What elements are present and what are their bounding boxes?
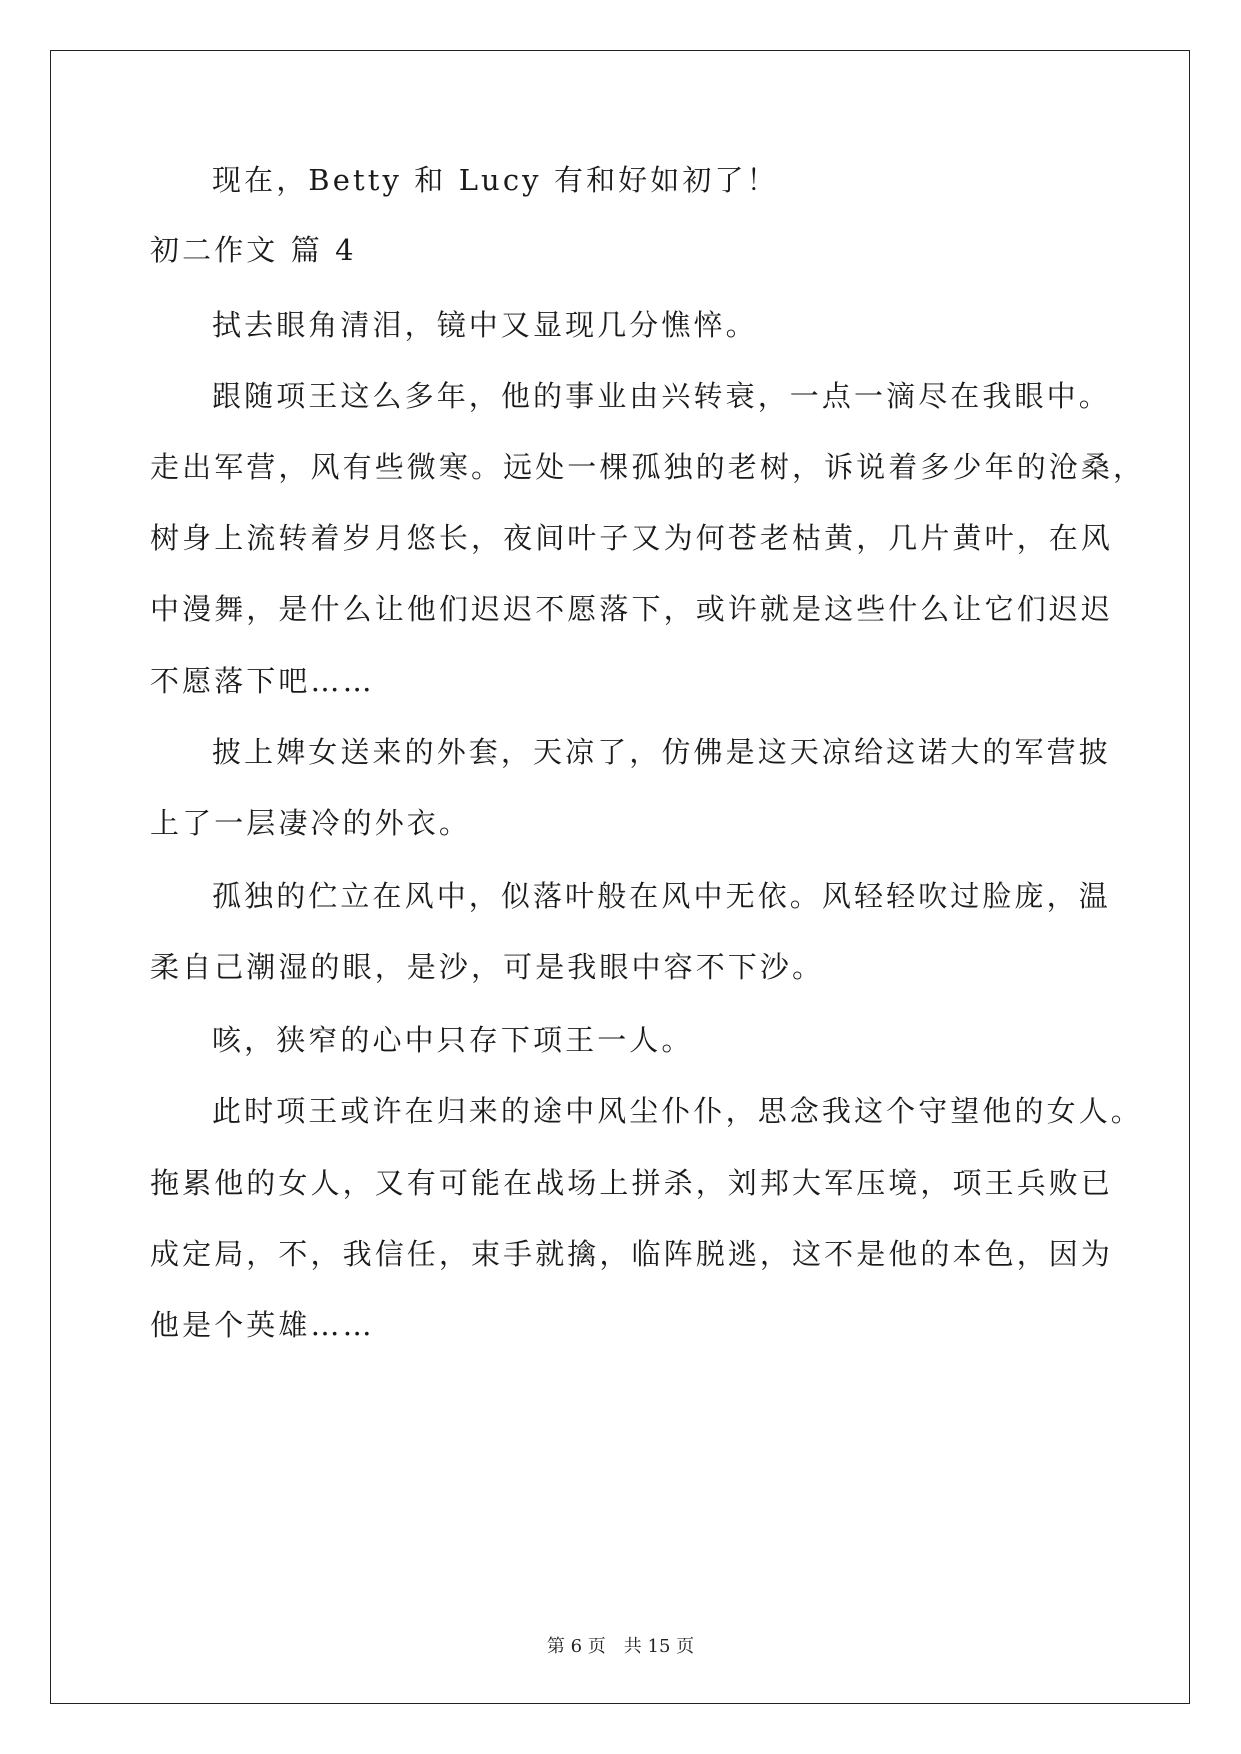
paragraph-line: 上了一层凄冷的外衣。 bbox=[150, 806, 472, 840]
paragraph-line: 中漫舞，是什么让他们迟迟不愿落下，或许就是这些什么让它们迟迟 bbox=[150, 592, 1114, 626]
paragraph-line: 柔自己潮湿的眼，是沙，可是我眼中容不下沙。 bbox=[150, 950, 825, 984]
paragraph-line: 现在，Betty 和 Lucy 有和好如初了！ bbox=[212, 163, 779, 197]
paragraph-line: 孤独的伫立在风中，似落叶般在风中无依。风轻轻吹过脸庞，温 bbox=[212, 879, 1111, 913]
paragraph-line: 拖累他的女人，又有可能在战场上拼杀，刘邦大军压境，项王兵败已 bbox=[150, 1166, 1114, 1200]
paragraph-line: 他是个英雄…… bbox=[150, 1308, 375, 1342]
paragraph-line: 走出军营，风有些微寒。远处一棵孤独的老树，诉说着多少年的沧桑， bbox=[150, 450, 1146, 484]
paragraph-line: 拭去眼角清泪，镜中又显现几分憔悴。 bbox=[212, 308, 758, 342]
section-heading: 初二作文 篇 4 bbox=[150, 233, 357, 267]
paragraph-line: 成定局，不，我信任，束手就擒，临阵脱逃，这不是他的本色，因为 bbox=[150, 1237, 1114, 1271]
paragraph-line: 披上婢女送来的外套，天凉了，仿佛是这天凉给这诺大的军营披 bbox=[212, 735, 1111, 769]
paragraph-line: 树身上流转着岁月悠长，夜间叶子又为何苍老枯黄，几片黄叶，在风 bbox=[150, 521, 1114, 555]
paragraph-line: 不愿落下吧…… bbox=[150, 664, 375, 698]
paragraph-line: 此时项王或许在归来的途中风尘仆仆，思念我这个守望他的女人。 bbox=[212, 1094, 1143, 1128]
page-number-footer: 第 6 页 共 15 页 bbox=[546, 1636, 695, 1657]
paragraph-line: 咳，狭窄的心中只存下项王一人。 bbox=[212, 1023, 694, 1057]
paragraph-line: 跟随项王这么多年，他的事业由兴转衰，一点一滴尽在我眼中。 bbox=[212, 379, 1111, 413]
